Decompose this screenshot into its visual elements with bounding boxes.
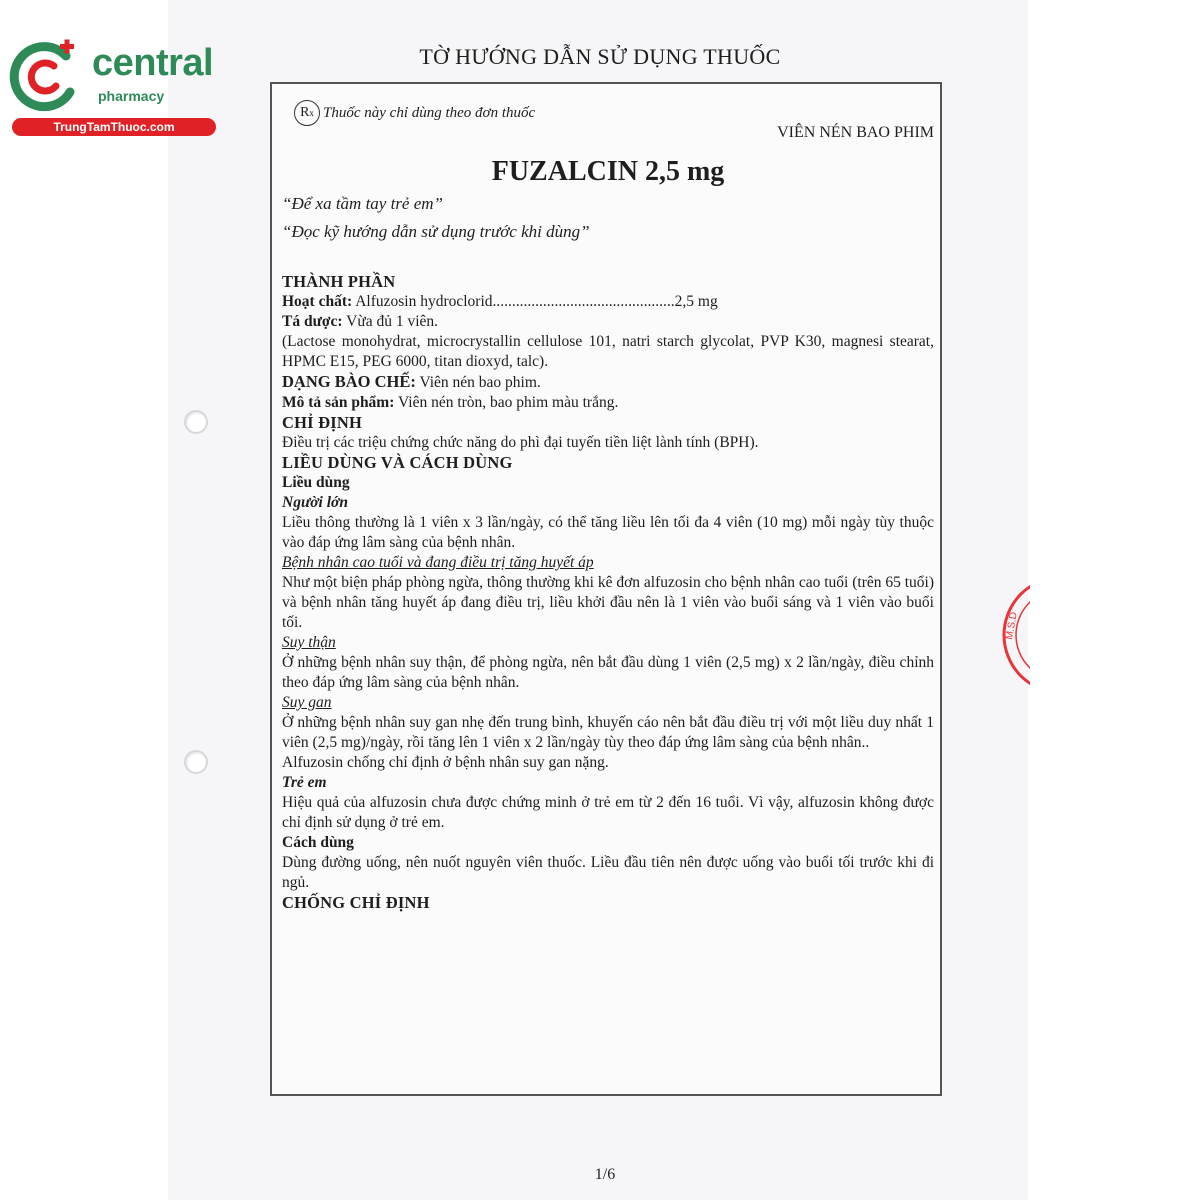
rx-symbol: R — [300, 105, 310, 120]
children-heading: Trẻ em — [282, 774, 327, 791]
page-number: 1/6 — [594, 1166, 616, 1183]
leaflet-box — [270, 82, 942, 1096]
section-heading-indication: CHỈ ĐỊNH — [282, 413, 362, 432]
brand-tagline: pharmacy — [98, 88, 165, 104]
adult-text: Liều thông thường là 1 viên x 3 lần/ngày, có thể tăng liều lên tối đa 4 viên (10 mg) mỗi ngày tùy thuộc vào đáp ứng lâm sàng của bệnh nhân. — [282, 514, 934, 551]
description-row — [282, 393, 934, 413]
stamp-icon — [1000, 570, 1030, 700]
brand-name: central — [92, 42, 214, 84]
dosage-form-row — [282, 372, 934, 393]
document-title: TỜ HƯỚNG DẪN SỬ DỤNG THUỐC — [419, 44, 781, 69]
brand-site[interactable]: TrungTamThuoc.com — [12, 118, 216, 136]
product-name: FUZALCIN 2,5 mg — [491, 156, 725, 187]
description-label: Mô tả sản phẩm: — [282, 394, 395, 411]
section-heading-contraindication: CHỐNG CHỈ ĐỊNH — [282, 893, 430, 912]
brand-logo[interactable] — [8, 36, 218, 140]
rx-note-row — [294, 100, 535, 126]
excipient-list: (Lactose monohydrat, microcrystallin cellulose 101, natri starch glycolat, PVP K30, magnesi stearat, HPMC E15, PEG 6000, titan dioxyd, talc). — [282, 333, 934, 370]
logo-mark-icon — [8, 36, 92, 118]
adult-heading: Người lớn — [282, 494, 348, 511]
renal-text: Ở những bệnh nhân suy thận, để phòng ngừa, nên bắt đầu dùng 1 viên (2,5 mg) x 2 lần/ngày, điều chỉnh theo đáp ứng lâm sàng của bệnh nhân. — [282, 654, 934, 691]
warning-children: “Để xa tầm tay trẻ em” — [282, 194, 444, 213]
hepatic-text: Ở những bệnh nhân suy gan nhẹ đến trung bình, khuyến cáo nên bắt đầu điều trị với một liều duy nhất 1 viên (2,5 mg)/ngày, rồi tăng lên 1 viên x 2 lần/ngày tùy theo đáp ứng lâm sàng của bệnh nhân.. — [282, 714, 934, 751]
warning-read: “Đọc kỹ hướng dẫn sử dụng trước khi dùng” — [282, 222, 590, 241]
rx-icon: R x — [294, 100, 320, 126]
description-value: Viên nén tròn, bao phim màu trắng. — [398, 394, 619, 411]
dosage-form: VIÊN NÉN BAO PHIM — [777, 124, 934, 141]
hepatic-heading: Suy gan — [282, 694, 332, 711]
section-heading-dosage: LIỀU DÙNG VÀ CÁCH DÙNG — [282, 453, 513, 472]
stamp-text: M.S.D — [1004, 611, 1020, 641]
punch-hole — [184, 410, 208, 434]
admin-text: Dùng đường uống, nên nuốt nguyên viên thuốc. Liều đầu tiên nên được uống vào buổi tối trước khi đi ngủ. — [282, 854, 934, 891]
active-ingredient — [282, 292, 934, 312]
renal-heading: Suy thận — [282, 634, 336, 651]
indication-text: Điều trị các triệu chứng chức năng do phì đại tuyến tiền liệt lành tính (BPH). — [282, 434, 759, 451]
elderly-text: Như một biện pháp phòng ngừa, thông thường khi kê đơn alfuzosin cho bệnh nhân cao tuổi (trên 65 tuổi) và bệnh nhân tăng huyết áp đang điều trị, liều khởi đầu nên là 1 viên vào buổi sáng và 1 viên vào buổi tối. — [282, 574, 935, 631]
dose-heading: Liều dùng — [282, 474, 350, 491]
rx-note: Thuốc này chỉ dùng theo đơn thuốc — [323, 104, 536, 121]
punch-hole — [184, 750, 208, 774]
excipient — [282, 312, 934, 332]
children-text: Hiệu quả của alfuzosin chưa được chứng minh ở trẻ em từ 2 đến 16 tuổi. Vì vậy, alfuzosin không được chỉ định sử dụng ở trẻ em. — [282, 794, 934, 831]
active-value: Alfuzosin hydroclorid...............................................2,5 mg — [355, 293, 718, 310]
admin-heading: Cách dùng — [282, 834, 354, 851]
excipient-value: Vừa đủ 1 viên. — [346, 313, 439, 330]
excipient-label: Tá dược: — [282, 313, 343, 330]
form-value: Viên nén bao phim. — [419, 374, 541, 391]
active-label: Hoạt chất: — [282, 293, 353, 310]
leaflet-content — [282, 272, 934, 913]
form-label: DẠNG BÀO CHẾ: — [282, 372, 416, 391]
section-heading-composition: THÀNH PHẦN — [282, 272, 396, 291]
elderly-heading: Bệnh nhân cao tuổi và đang điều trị tăng huyết áp — [282, 554, 594, 571]
hepatic-contra: Alfuzosin chống chỉ định ở bệnh nhân suy gan nặng. — [282, 754, 609, 771]
